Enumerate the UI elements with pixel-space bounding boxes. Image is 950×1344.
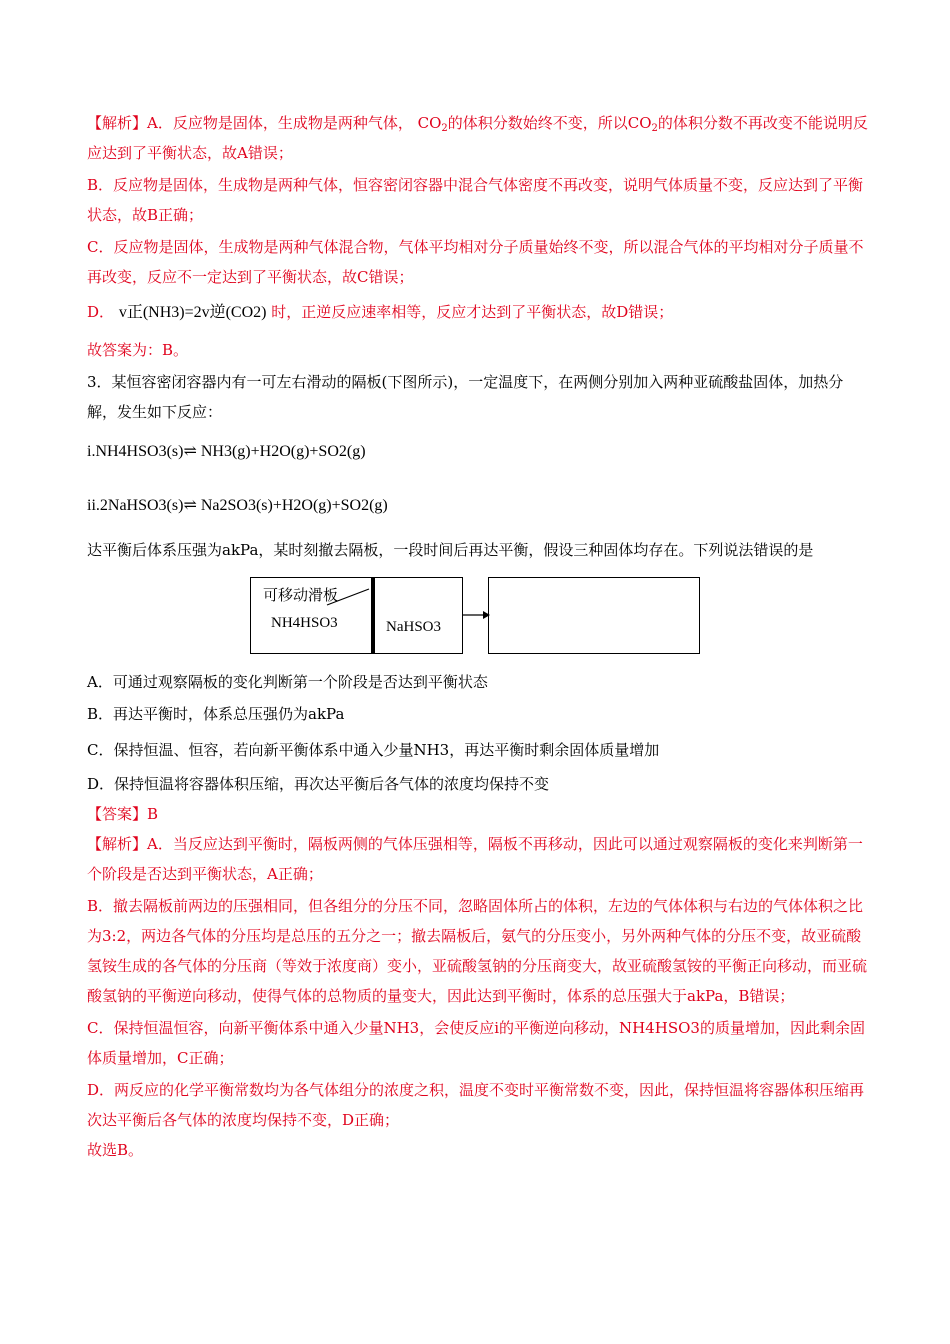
container-diagram xyxy=(87,569,869,661)
analysis-d: D．两反应的化学平衡常数均为各气体组分的浓度之积，温度不变时平衡常数不变，因此，保持恒温将容器体积压缩再次达平衡后各气体的浓度均保持不变，D正确； xyxy=(87,1081,865,1129)
analysis-c: C．保持恒温恒容，向新平衡体系中通入少量NH3，会使反应i的平衡逆向移动，NH4HSO3的质量增加，因此剩余固体质量增加，C正确； xyxy=(87,1019,865,1067)
prev-analysis-b: B．反应物是固体，生成物是两种气体，恒容密闭容器中混合气体密度不再改变，说明气体质量不变，反应达到了平衡状态，故B正确； xyxy=(87,176,864,224)
diagram-lines xyxy=(87,569,869,661)
option-b: B．再达平衡时，体系总压强仍为akPa xyxy=(87,705,345,723)
right-compound-label: NaHSO3 xyxy=(386,619,441,635)
prev-analysis-a: 【解析】A．反应物是固体，生成物是两种气体， $CO_2$的体积分数始终不变，所以$CO_2$的体积分数不再改变不能说明反应达到了平衡状态，故A错误； xyxy=(87,114,868,162)
analysis-b: B．撤去隔板前两边的压强相同，但各组分的分压不同，忽略固体所占的体积，左边的气体体积与右边的气体体积之比为3:2，两边各气体的分压均是总压的五分之一；撤去隔板后，氨气的分压变小，另外两种气体的分压不变，故亚硫酸氢铵生成的各气体的分压商（等效于浓度商）变小，亚硫酸氢钠的分压商变大，故亚硫酸氢铵的平衡正向移动，而亚硫酸氢钠的平衡逆向移动，使得气体的总物质的量变大，因此达到平衡时，体系的总压强大于akPa，B错误； xyxy=(87,897,868,1005)
slider-label: 可移动滑板 xyxy=(263,586,339,604)
rate-equation: v正(NH3)=2v逆(CO2) xyxy=(118,304,267,321)
answer: 【答案】B xyxy=(87,805,159,823)
analysis-conclusion: 故选B。 xyxy=(87,1141,144,1159)
empty-container xyxy=(488,577,700,654)
option-d: D．保持恒温将容器体积压缩，再次达平衡后各气体的浓度均保持不变 xyxy=(87,775,550,793)
document-page xyxy=(87,108,869,1165)
analysis-a: 【解析】A．当反应达到平衡时，隔板两侧的气体压强相等，隔板不再移动，因此可以通过观察隔板的变化来判断第一个阶段是否达到平衡状态，A正确； xyxy=(87,835,863,883)
prev-analysis-c: C．反应物是固体，生成物是两种气体混合物，气体平均相对分子质量始终不变，所以混合气体的平均相对分子质量不再改变，反应不一定达到了平衡状态，故C错误； xyxy=(87,238,864,286)
prev-analysis-d: D． v正(NH3)=2v逆(CO2) 时，正逆反应速率相等，反应才达到了平衡状态，故D错误； xyxy=(87,303,674,321)
reaction-i: i.NH4HSO3(s)⇌ NH3(g)+H2O(g)+SO2(g) xyxy=(87,443,366,460)
reaction-ii: ii.2NaHSO3(s)⇌ Na2SO3(s)+H2O(g)+SO2(g) xyxy=(87,497,388,514)
left-compound-label: NH4HSO3 xyxy=(271,615,338,631)
prev-conclusion: 故答案为：B。 xyxy=(87,341,189,359)
question-stem: 3．某恒容密闭容器内有一可左右滑动的隔板(下图所示)，一定温度下，在两侧分别加入两种亚硫酸盐固体，加热分解，发生如下反应： xyxy=(87,373,844,421)
option-a: A．可通过观察隔板的变化判断第一个阶段是否达到平衡状态 xyxy=(87,673,488,691)
question-condition: 达平衡后体系压强为akPa，某时刻撤去隔板，一段时间后再达平衡，假设三种固体均存在。下列说法错误的是 xyxy=(87,541,814,559)
option-c: C．保持恒温、恒容，若向新平衡体系中通入少量NH3，再达平衡时剩余固体质量增加 xyxy=(87,741,660,759)
